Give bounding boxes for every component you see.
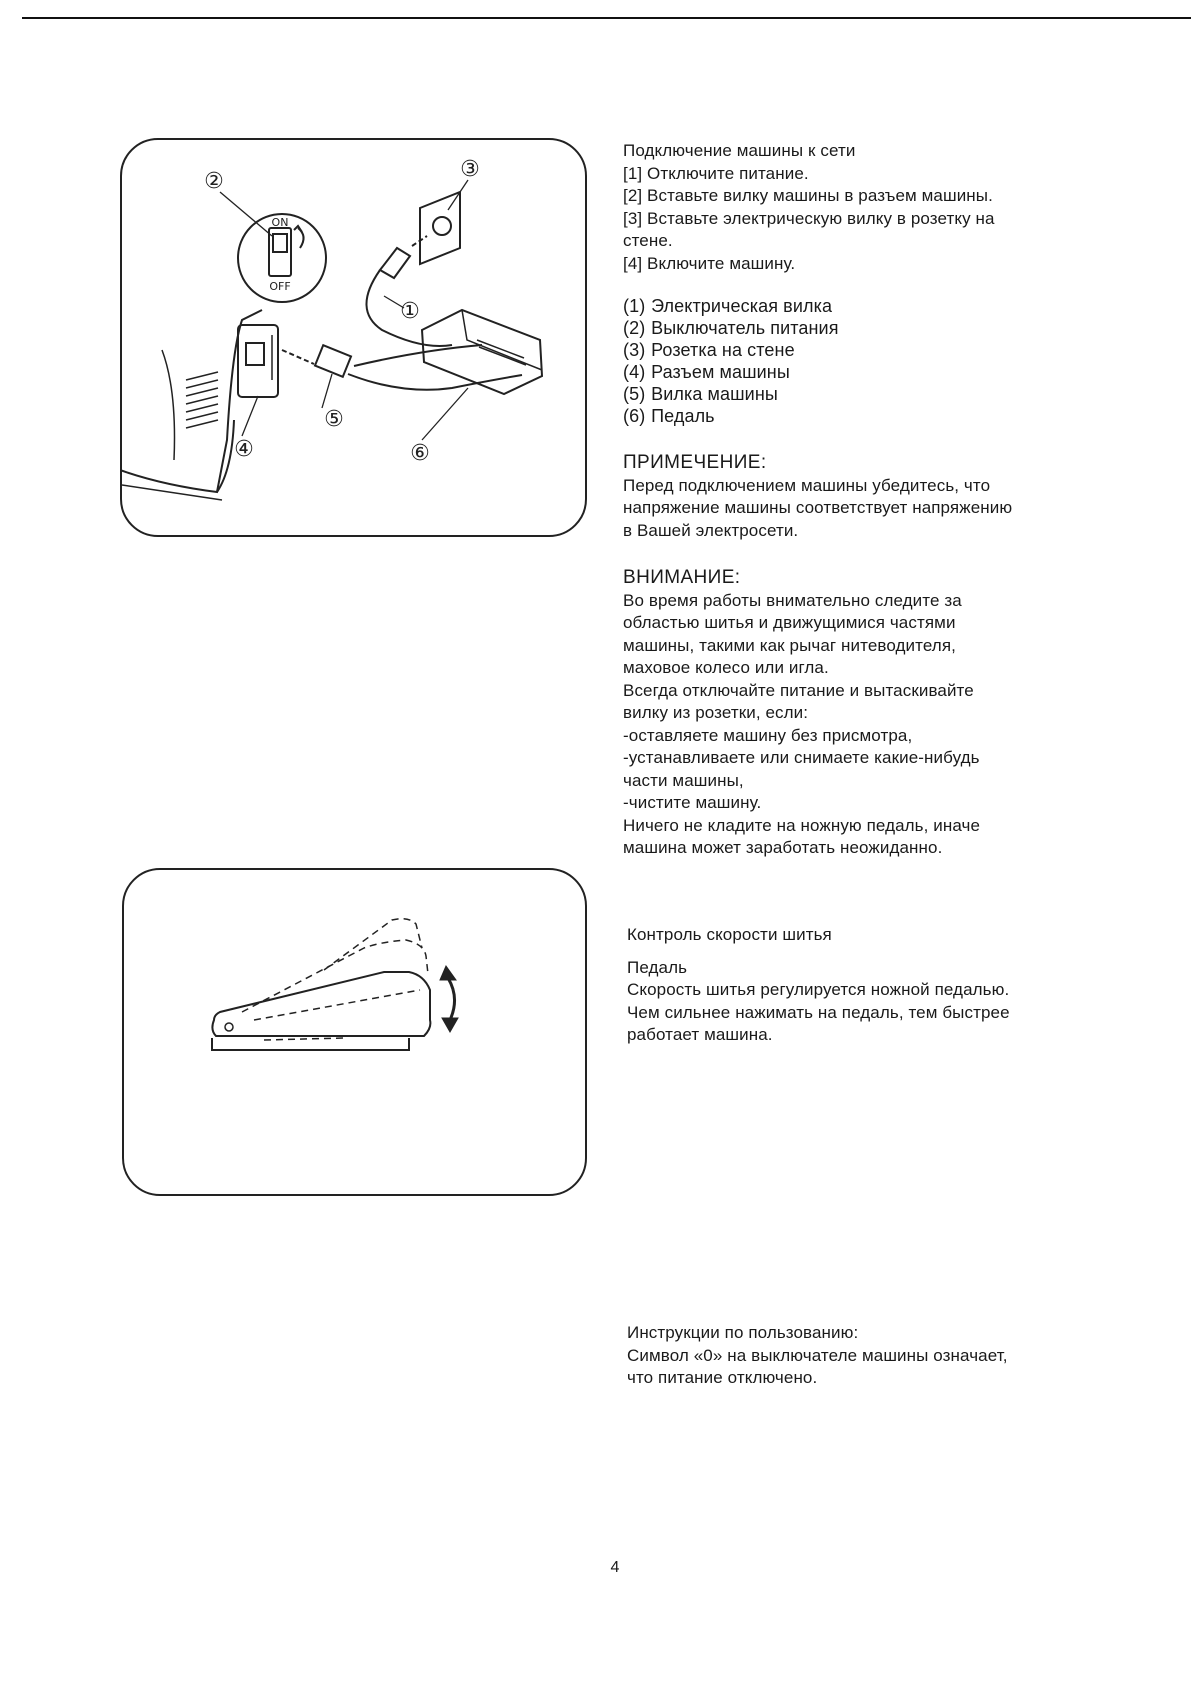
switch-on-label: ON (271, 216, 289, 229)
note-line: Перед подключением машины убедитесь, что (623, 475, 991, 495)
part-label: Вилка машины (651, 384, 778, 404)
speed-title: Контроль скорости шитья (627, 925, 832, 944)
part-label: Электрическая вилка (651, 296, 833, 316)
callout-3: ③ (460, 157, 480, 182)
caution-line: машина может заработать неожиданно. (623, 838, 943, 857)
usage-line: что питание отключено. (627, 1368, 818, 1387)
parts-list-item (623, 383, 839, 405)
usage-line: Инструкции по пользованию: (627, 1323, 859, 1342)
connect-title: Подключение машины к сети (623, 141, 856, 160)
part-label: Розетка на стене (651, 340, 795, 360)
part-label: Педаль (651, 406, 715, 426)
note-block (623, 452, 1012, 542)
part-number: (6) (623, 406, 646, 426)
page-number: 4 (610, 1559, 620, 1576)
caution-line: маховое колесо или игла. (623, 658, 829, 677)
parts-list-item (623, 361, 839, 383)
callout-4: ④ (234, 437, 254, 462)
connect-instructions (623, 140, 995, 275)
note-line: напряжение машины соответствует напряжению (623, 498, 1013, 517)
usage-line: Символ «0» на выключателе машины означает, (627, 1345, 1008, 1365)
part-number: (1) (623, 296, 646, 316)
part-number: (2) (623, 318, 646, 338)
caution-line: Во время работы внимательно следите за (623, 590, 962, 610)
foot-pedal-figure (122, 868, 587, 1196)
caution-line: вилку из розетки, если: (623, 703, 809, 722)
switch-off-label: OFF (269, 280, 291, 293)
caution-line: -устанавливаете или снимаете какие-нибудь (623, 748, 980, 767)
part-number: (3) (623, 340, 646, 360)
part-label: Выключатель питания (651, 318, 839, 338)
power-connection-figure (120, 138, 587, 537)
part-label: Разъем машины (651, 362, 790, 382)
caution-block (623, 567, 980, 860)
speed-control-block (627, 924, 1010, 1047)
caution-heading: ВНИМАНИЕ: (623, 567, 741, 588)
caution-line: Всегда отключайте питание и вытаскивайте (623, 680, 974, 700)
connect-step: [3] Вставьте электрическую вилку в розетку на (623, 208, 995, 228)
callout-6: ⑥ (410, 441, 430, 466)
speed-line: работает машина. (627, 1025, 773, 1044)
foot-pedal-illustration (124, 870, 585, 1194)
caution-line: областью шитья и движущимися частями (623, 613, 956, 632)
connect-step: стене. (623, 231, 673, 250)
caution-line: -оставляете машину без присмотра, (623, 725, 913, 745)
parts-list-item (623, 339, 839, 361)
speed-line: Скорость шитья регулируется ножной педалью. (627, 980, 1010, 999)
power-connection-illustration (122, 140, 585, 535)
caution-line: -чистите машину. (623, 793, 762, 812)
part-number: (4) (623, 362, 646, 382)
top-rule (22, 17, 1191, 19)
parts-list-item (623, 295, 839, 317)
caution-line: машины, такими как рычаг нитеводителя, (623, 635, 956, 655)
callout-2: ② (204, 169, 224, 194)
parts-list (623, 295, 839, 427)
speed-subtitle: Педаль (627, 957, 688, 977)
usage-instructions (627, 1322, 1008, 1390)
parts-list-item (623, 405, 839, 427)
note-line: в Вашей электросети. (623, 520, 799, 540)
connect-step: [2] Вставьте вилку машины в разъем машины. (623, 186, 993, 205)
note-heading: ПРИМЕЧЕНИЕ: (623, 452, 767, 473)
speed-line: Чем сильнее нажимать на педаль, тем быстрее (627, 1002, 1010, 1022)
part-number: (5) (623, 384, 646, 404)
caution-line: Ничего не кладите на ножную педаль, иначе (623, 815, 981, 835)
callout-1: ① (400, 299, 420, 324)
callout-5: ⑤ (324, 407, 344, 432)
connect-step: [4] Включите машину. (623, 253, 796, 273)
caution-line: части машины, (623, 770, 744, 790)
parts-list-item (623, 317, 839, 339)
connect-step: [1] Отключите питание. (623, 163, 809, 183)
